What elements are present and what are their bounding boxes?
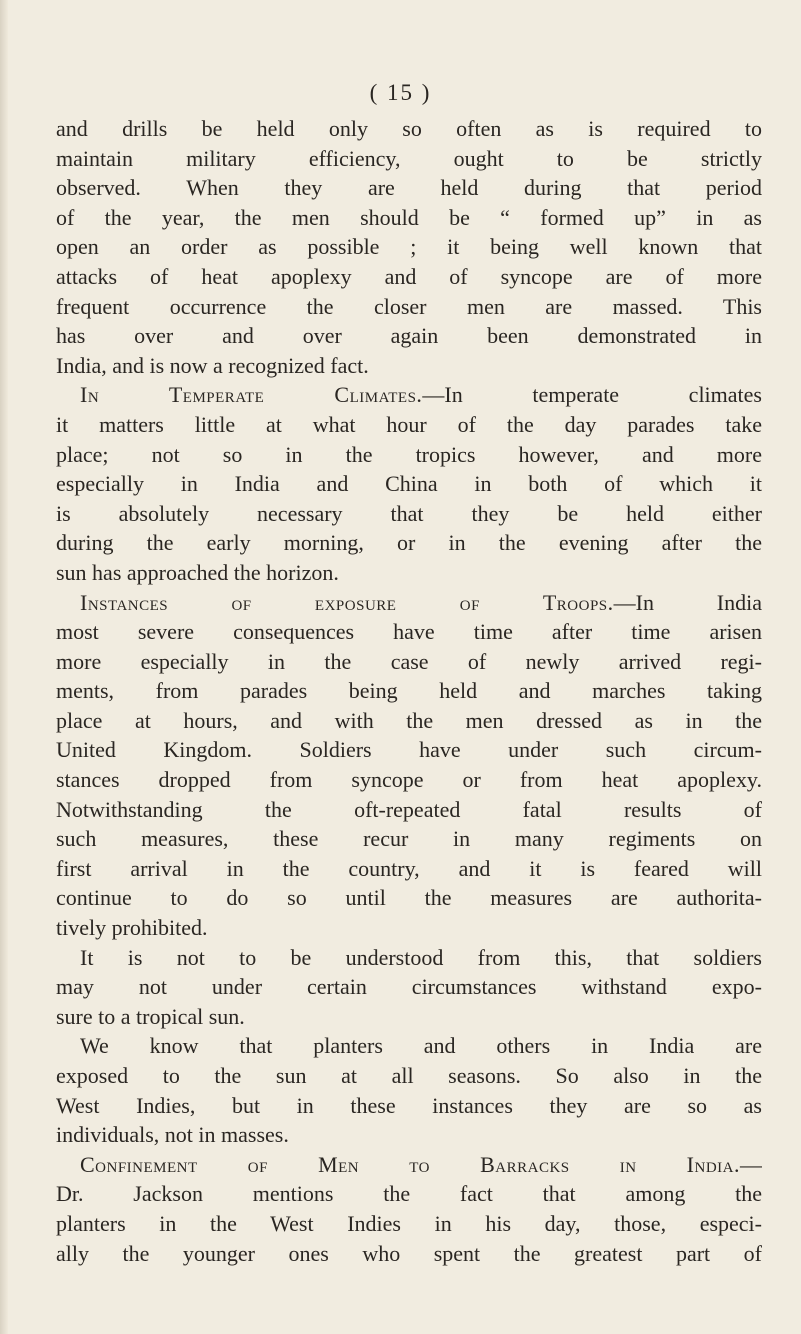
text-line: sun has approached the horizon. <box>56 559 339 585</box>
text-line: first arrival in the country, and it is feared will <box>56 855 762 881</box>
page-edge <box>0 0 8 1334</box>
text-line: ments, from parades being held and marches taking <box>56 678 762 704</box>
text-line: sure to a tropical sun. <box>56 1003 245 1029</box>
section-heading-temperate-climates: In Temperate Climates. <box>80 382 423 408</box>
text-line: India, and is now a recognized fact. <box>56 352 369 378</box>
text-line: exposed to the sun at all seasons. So also in the <box>56 1063 762 1088</box>
text-line: place; not so in the tropics however, and more <box>56 441 762 467</box>
text-line: continue to do so until the measures are authorita- <box>56 885 762 911</box>
text-line: more especially in the case of newly arrived regi- <box>56 648 762 674</box>
section-heading-instances-of-exposure: Instances of exposure of Troops. <box>80 589 614 615</box>
text-line: United Kingdom. Soldiers have under such circum- <box>56 737 762 763</box>
text-run: —In temperate climates <box>422 382 762 408</box>
text-line: observed. When they are held during that period <box>56 175 762 201</box>
text-line: Dr. Jackson mentions the fact that among the <box>56 1181 762 1207</box>
text-line: most severe consequences have time after time arisen <box>56 619 762 645</box>
text-run: — <box>740 1151 762 1177</box>
text-line: place at hours, and with the men dressed as in the <box>56 707 762 733</box>
text-line: open an order as possible ; it being well known that <box>56 234 762 260</box>
text-line: it matters little at what hour of the day parades take <box>56 411 762 437</box>
page-number: ( 15 ) <box>369 80 432 105</box>
text-run: —In India <box>613 589 762 615</box>
text-line: attacks of heat apoplexy and of syncope are of more <box>56 263 762 289</box>
text-line: has over and over again been demonstrated in <box>56 323 762 349</box>
text-line: It is not to be understood from this, that soldiers <box>80 944 762 970</box>
text-line: stances dropped from syncope or from heat apoplexy. <box>56 767 762 793</box>
text-line: individuals, not in masses. <box>56 1122 289 1148</box>
text-line: tively prohibited. <box>56 915 208 941</box>
text-line: ally the younger ones who spent the greatest part of <box>56 1240 762 1266</box>
text-line: may not under certain circumstances withstand expo- <box>56 974 762 1000</box>
text-line: West Indies, but in these instances they are so as <box>56 1092 762 1118</box>
text-line: planters in the West Indies in his day, those, especi- <box>56 1210 762 1236</box>
text-line: such measures, these recur in many regiments on <box>56 826 762 852</box>
text-line: Notwithstanding the oft-repeated fatal results of <box>56 796 762 822</box>
body-text <box>56 114 762 1268</box>
paragraph-first-line <box>56 380 762 410</box>
text-line: We know that planters and others in India are <box>80 1033 762 1059</box>
section-heading-confinement: Confinement of Men to Barracks in India. <box>80 1151 740 1177</box>
text-line: is absolutely necessary that they be held either <box>56 500 762 526</box>
text-line: frequent occurrence the closer men are massed. This <box>56 293 762 319</box>
text-line: of the year, the men should be “ formed up” in as <box>56 204 762 230</box>
text-line: maintain military efficiency, ought to be strictly <box>56 145 762 171</box>
text-line: especially in India and China in both of which it <box>56 471 762 497</box>
text-line: and drills be held only so often as is required to <box>56 116 762 141</box>
text-line: during the early morning, or in the evening after the <box>56 530 762 556</box>
paragraph-first-line <box>56 588 762 618</box>
paragraph-first-line <box>56 1150 762 1180</box>
